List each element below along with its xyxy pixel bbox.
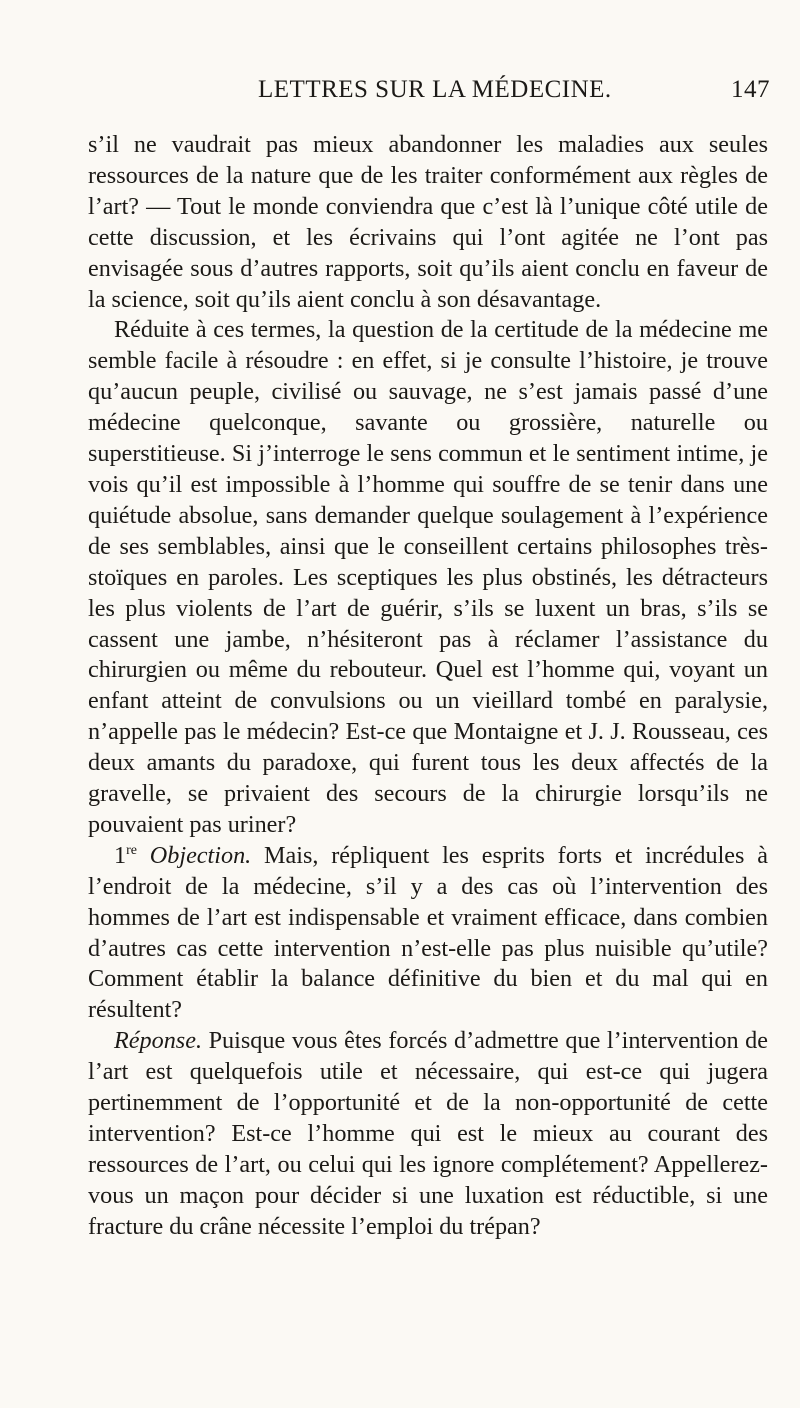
objection-ordinal: re	[126, 842, 137, 858]
running-title: LETTRES SUR LA MÉDECINE.	[258, 76, 612, 103]
paragraph-continuation: s’il ne vaudrait pas mieux abandonner les maladies aux seules ressources de la nature que de les traiter conformément aux règles de l’art? — Tout le monde conviendra que c’est là l’unique côté utile de cette discussion, et les écrivains qui l’ont agitée ne l’ont pas envisagée sous d’autres rapports, soit qu’ils aient conclu en faveur de la science, soit qu’ils aient conclu à son désavantage.	[88, 131, 768, 313]
book-page	[88, 76, 768, 1243]
page-number: 147	[731, 76, 770, 103]
paragraph-reponse	[88, 1026, 768, 1242]
objection-number: 1	[114, 841, 127, 869]
running-head	[88, 76, 768, 116]
body-text	[88, 130, 768, 1243]
reponse-text: Puisque vous êtes forcés d’admettre que l’intervention de l’art est quelquefois utile et nécessaire, qui est-ce qui jugera pertinemment de l’opportunité et de la non-opportunité de cette intervention? Est-ce l’homme qui est le mieux au courant des ressources de l’art, ou celui qui les ignore complétement? Appellerez-vous un maçon pour décider si une luxation est réductible, si une fracture du crâne nécessite l’emploi du trépan?	[88, 1027, 768, 1240]
reponse-label: Réponse.	[114, 1027, 202, 1055]
objection-text: Mais, répliquent les esprits forts et incrédules à l’endroit de la médecine, s’il y a des cas où l’intervention des hommes de l’art est indispensable et vraiment efficace, dans combien d’autres cas cette intervention n’est-elle pas plus nuisible qu’utile? Comment établir la balance définitive du bien et du mal qui en résultent?	[88, 841, 768, 1024]
objection-label: Objection.	[149, 841, 252, 869]
paragraph-certitude: Réduite à ces termes, la question de la certitude de la médecine me semble facile à résoudre : en effet, si je consulte l’histoire, je trouve qu’aucun peuple, civilisé ou sauvage, ne s’est jamais passé d’une médecine quelconque, savante ou grossière, naturelle ou superstitieuse. Si j’interroge le sens commun et le sentiment intime, je vois qu’il est impossible à l’homme qui souffre de se tenir dans une quiétude absolue, sans demander quelque soulagement à l’expérience de ses semblables, ainsi que le conseillent certains philosophes très-stoïques en paroles. Les sceptiques les plus obstinés, les détracteurs les plus violents de l’art de guérir, s’ils se luxent un bras, s’ils se cassent une jambe, n’hésiteront pas à réclamer l’assistance du chirurgien ou même du rebouteur. Quel est l’homme qui, voyant un enfant atteint de convulsions ou un vieillard tombé en paralysie, n’appelle pas le médecin? Est-ce que Montaigne et J. J. Rousseau, ces deux amants du paradoxe, qui furent tous les deux affectés de la gravelle, se privaient des secours de la chirurgie lorsqu’ils ne pouvaient pas uriner?	[88, 316, 768, 838]
paragraph-objection	[88, 841, 768, 1026]
